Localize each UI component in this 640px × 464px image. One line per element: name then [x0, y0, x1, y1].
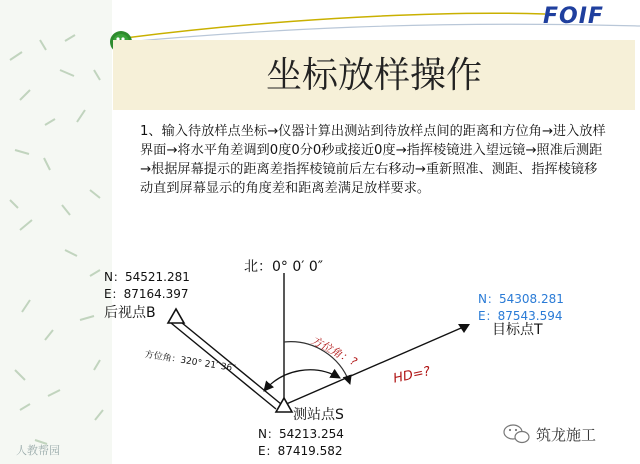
hd-unknown-label: HD=? — [392, 364, 432, 387]
azimuth-arc-backsight — [264, 370, 340, 391]
wechat-icon — [504, 425, 529, 443]
instruction-paragraph: 1、输入待放样点坐标→仪器计算出测站到待放样点间的距离和方位角→进入放样界面→将水平角差调到0度0分0秒或接近0度→指挥棱镜进入望远镜→照准后测距→根据屏幕提示的距离差指挥棱镜前后左右移动→重新照准、测距、指挥棱镜移动直到屏幕显示的角度差和距离差满足放样要求。 — [140, 124, 606, 196]
north-label: 北：0° 0′ 0″ — [244, 259, 324, 275]
station-triangle — [276, 398, 292, 412]
target-line — [284, 325, 468, 405]
target-name: 目标点T — [492, 322, 543, 338]
station-n-coord: N：54213.254 — [258, 427, 344, 441]
station-e-coord: E：87419.582 — [258, 444, 343, 458]
target-n-coord: N：54308.281 — [478, 292, 564, 306]
brand-label: 筑龙施工 — [536, 426, 597, 444]
page-title: 坐标放样操作 — [265, 55, 482, 96]
station-name: 测站点S — [293, 407, 344, 423]
foif-logo: FOIF — [543, 4, 604, 29]
azimuth-known-label: 方位角：320° 21′ 36″ — [143, 349, 237, 375]
backsight-triangle — [168, 309, 184, 323]
left-watermark: 人教帮园 — [16, 444, 60, 457]
backsight-n-coord: N：54521.281 — [104, 270, 190, 284]
backsight-name: 后视点B — [104, 305, 156, 321]
left-decoration — [0, 0, 112, 464]
azimuth-unknown-label: 方位角：? — [308, 333, 360, 369]
target-e-coord: E：87543.594 — [478, 309, 563, 323]
backsight-e-coord: E：87164.397 — [104, 287, 189, 301]
